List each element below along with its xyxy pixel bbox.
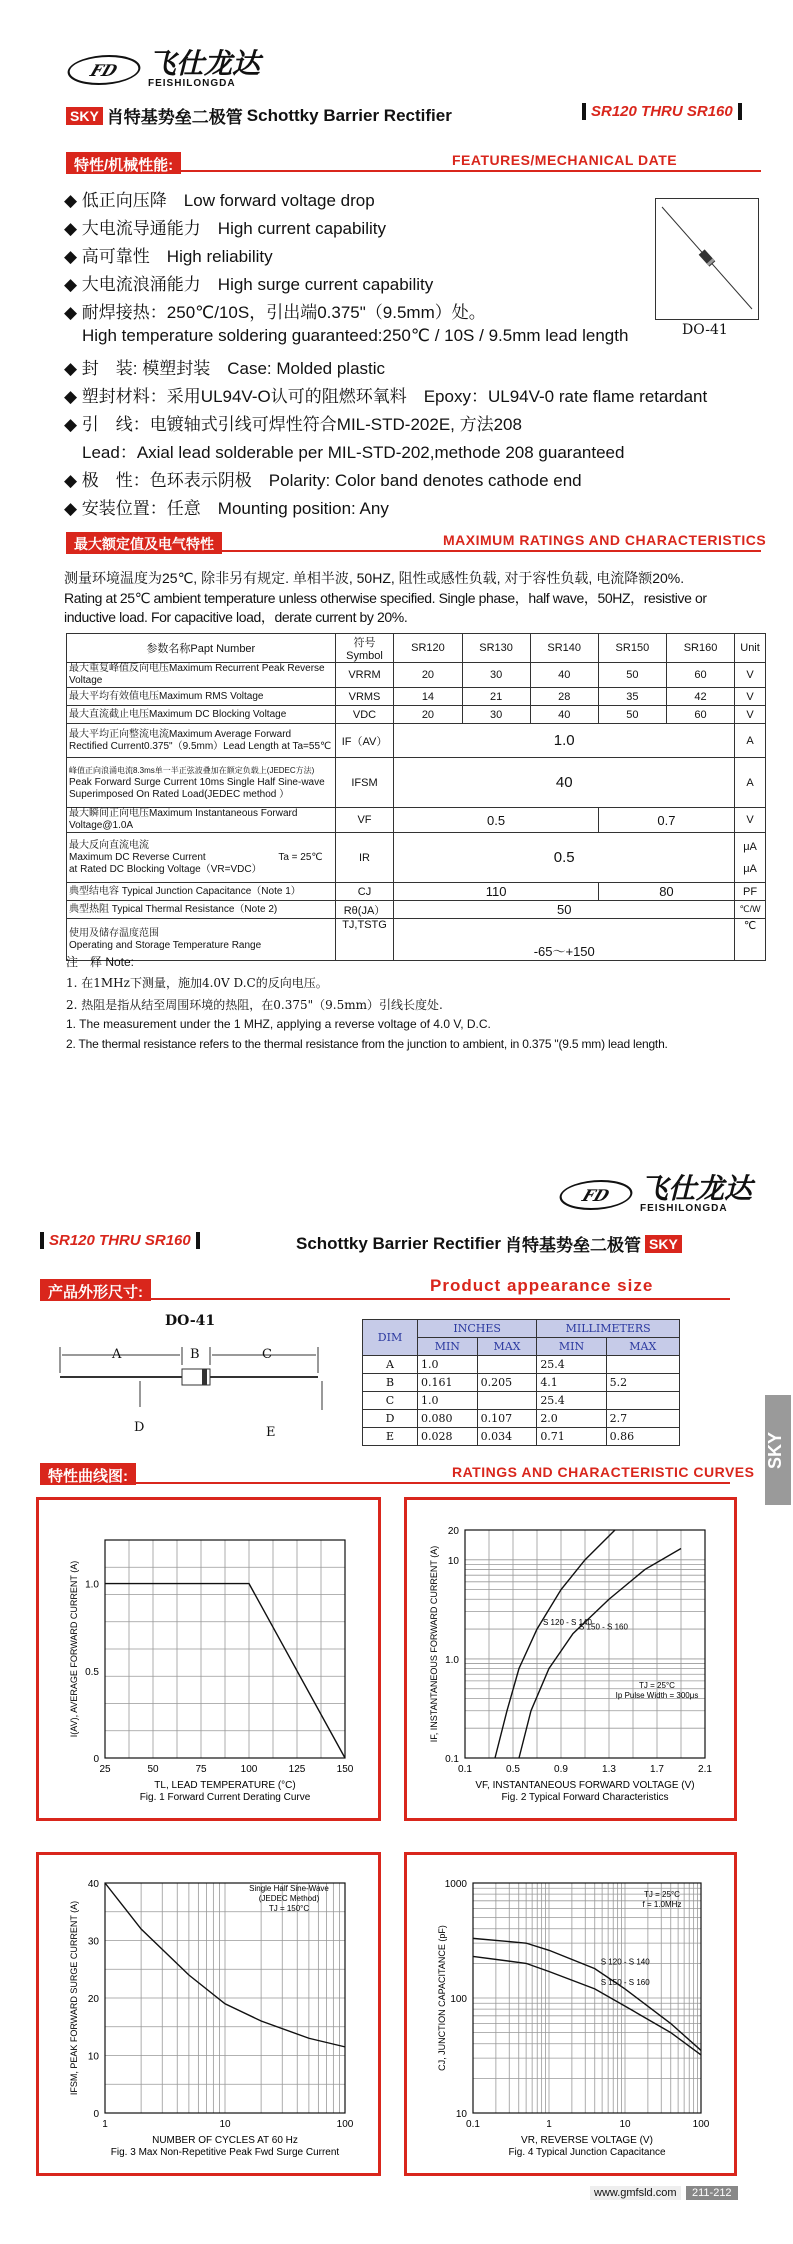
table-header-row bbox=[67, 634, 766, 663]
param-line: at Rated DC Blocking Voltage（VR=VDC） bbox=[69, 863, 262, 875]
series-label: S 120 - S 140 bbox=[543, 1618, 592, 1628]
feature-item: ◆ 极 性：色环表示阴极 Polarity: Color band denotes cathode end bbox=[64, 471, 582, 490]
x-axis-label: VR, REVERSE VOLTAGE (V) bbox=[521, 2135, 653, 2146]
side-tab-sky: SKY bbox=[765, 1395, 791, 1505]
dim-cell: 2.0 bbox=[537, 1410, 606, 1428]
dim-cell: 1.0 bbox=[418, 1356, 478, 1374]
dim-cell: 2.7 bbox=[606, 1410, 679, 1428]
symbol-cell: VRMS bbox=[335, 688, 394, 706]
series-line bbox=[473, 1938, 701, 2050]
x-tick-label: 125 bbox=[288, 1764, 306, 1775]
x-tick-label: 50 bbox=[147, 1764, 159, 1775]
symbol-cell: CJ bbox=[335, 883, 394, 901]
unit-cell: V bbox=[735, 663, 766, 688]
dim-cell: 0.86 bbox=[606, 1428, 679, 1446]
series-line bbox=[473, 1956, 701, 2055]
param-cell: 典型热阻 Typical Thermal Resistance（Note 2) bbox=[67, 901, 336, 919]
value-cell: 110 bbox=[394, 883, 598, 901]
table-row bbox=[67, 688, 766, 706]
x-tick-label: 1 bbox=[102, 2119, 108, 2130]
value-cell: 50 bbox=[598, 663, 666, 688]
x-tick-label: 0.5 bbox=[506, 1764, 520, 1775]
y-tick-label: 1.0 bbox=[85, 1579, 99, 1591]
ratings-heading-en: MAXIMUM RATINGS AND CHARACTERISTICS bbox=[443, 532, 767, 548]
diode-drawing bbox=[656, 199, 758, 319]
size-heading-en: Product appearance size bbox=[430, 1276, 654, 1295]
col-header: INCHES bbox=[418, 1320, 537, 1338]
symbol-cell: Rθ(JA） bbox=[335, 901, 394, 919]
logo-mark: FD bbox=[63, 55, 146, 85]
value-cell: 1.0 bbox=[394, 724, 735, 758]
y-axis-label: CJ, JUNCTION CAPACITANCE (pF) bbox=[437, 1925, 447, 2071]
feature-item: ◆ 引 线：电镀轴式引线可焊性符合MIL-STD-202E, 方法208 bbox=[64, 415, 522, 434]
brand-name-en: FEISHILONGDA bbox=[640, 1203, 728, 1214]
brand-name-cn: 飞仕龙达 bbox=[640, 1172, 753, 1205]
dim-cell: 0.205 bbox=[477, 1374, 537, 1392]
value-cell: 42 bbox=[666, 688, 734, 706]
doc-title bbox=[66, 103, 452, 128]
value-cell: 40 bbox=[530, 663, 598, 688]
param-cell: 最大瞬间正向电压Maximum Instantaneous Forward Voltage@1.0A bbox=[67, 808, 336, 833]
unit-cell: V bbox=[735, 688, 766, 706]
unit-cell: V bbox=[735, 808, 766, 833]
x-tick-label: 1 bbox=[546, 2119, 552, 2130]
ratings-intro-en: Rating at 25℃ ambient temperature unless otherwise specified. Single phase，half wave，50HZ，resistive or bbox=[64, 590, 707, 606]
chart-fig3 bbox=[39, 1855, 378, 2173]
y-axis-label: I(AV), AVERAGE FORWARD CURRENT (A) bbox=[69, 1560, 79, 1738]
feature-item: ◆ 封 装: 模塑封装 Case: Molded plastic bbox=[64, 359, 386, 378]
col-header: SR150 bbox=[598, 634, 666, 663]
table-row bbox=[67, 663, 766, 688]
table-row bbox=[67, 901, 766, 919]
x-tick-label: 1.7 bbox=[650, 1764, 664, 1775]
symbol-cell: VDC bbox=[335, 706, 394, 724]
col-header: 符号Symbol bbox=[335, 634, 394, 663]
dim-cell bbox=[606, 1356, 679, 1374]
value-cell: 50 bbox=[394, 901, 735, 919]
feature-item: ◆ 塑封材料：采用UL94V-O认可的阻燃环氧料 Epoxy：UL94V-0 rate flame retardant bbox=[64, 387, 708, 406]
value-cell: 50 bbox=[598, 706, 666, 724]
package-image bbox=[655, 198, 759, 320]
table-row bbox=[363, 1392, 680, 1410]
feature-item: ◆ 大电流浪涌能力 High surge current capability bbox=[64, 275, 434, 294]
title-cn: 肖特基势垒二极管 bbox=[106, 108, 243, 127]
y-tick-label: 20 bbox=[87, 1994, 99, 2005]
param-line: Operating and Storage Temperature Range bbox=[69, 939, 262, 951]
col-header: MILLIMETERS bbox=[537, 1320, 680, 1338]
x-tick-label: 10 bbox=[619, 2119, 631, 2130]
features-heading-cn: 特性/机械性能: bbox=[66, 152, 181, 174]
value-cell: 40 bbox=[530, 706, 598, 724]
series-label: S 150 - S 160 bbox=[600, 1977, 650, 1987]
logo-mark: FD bbox=[555, 1180, 638, 1210]
curves-heading-en: RATINGS AND CHARACTERISTIC CURVES bbox=[452, 1464, 755, 1480]
brand-name-en: FEISHILONGDA bbox=[148, 78, 236, 89]
param-cell: 最大直流截止电压Maximum DC Blocking Voltage bbox=[67, 706, 336, 724]
dim-cell: 0.080 bbox=[418, 1410, 478, 1428]
dim-cell: 4.1 bbox=[537, 1374, 606, 1392]
table-row bbox=[67, 724, 766, 758]
dim-cell: 25.4 bbox=[537, 1356, 606, 1374]
dim-cell: 1.0 bbox=[418, 1392, 478, 1410]
y-axis-label: IF, INSTANTANEOUS FORWARD CURRENT (A) bbox=[429, 1545, 439, 1743]
series-label: S 120 - S 140 bbox=[600, 1957, 650, 1967]
param-line bbox=[69, 852, 333, 864]
value-cell: 0.5 bbox=[394, 833, 735, 883]
dim-cell: E bbox=[363, 1428, 418, 1446]
x-tick-label: 100 bbox=[240, 1764, 258, 1775]
y-tick-label: 20 bbox=[447, 1526, 459, 1537]
param-line: 使用及储存温度范围 bbox=[69, 927, 159, 939]
chart-annotation: TJ = 25°C bbox=[639, 1681, 675, 1690]
part-range: SR120 THRU SR160 bbox=[40, 1232, 200, 1249]
param-line: Rectified Current0.375"（9.5mm）Lead Length at Ta=55℃ bbox=[69, 740, 332, 752]
ratings-intro-en: inductive load. For capacitive load，derate current by 20%. bbox=[64, 609, 408, 625]
y-axis-label: IFSM, PEAK FORWARD SURGE CURRENT (A) bbox=[69, 1900, 79, 2096]
feature-item: High temperature soldering guaranteed:250℃ / 10S / 9.5mm lead length bbox=[82, 326, 629, 345]
y-tick-label: 100 bbox=[450, 1994, 467, 2005]
symbol-cell: IFSM bbox=[335, 758, 394, 808]
series-label: S 150 - S 160 bbox=[579, 1622, 628, 1632]
dim-cell: C bbox=[363, 1392, 418, 1410]
param-cell bbox=[67, 724, 336, 758]
unit-cell: ℃/W bbox=[735, 901, 766, 919]
value-cell: 35 bbox=[598, 688, 666, 706]
chart-annotation: Ip Pulse Width = 300μs bbox=[615, 1691, 699, 1700]
param-condition: Ta = 25℃ bbox=[278, 851, 323, 863]
value-cell: 0.7 bbox=[598, 808, 734, 833]
table-row bbox=[67, 919, 766, 961]
title-en: Schottky Barrier Rectifier bbox=[296, 1233, 502, 1253]
table-row bbox=[67, 833, 766, 883]
dim-cell bbox=[477, 1356, 537, 1374]
x-tick-label: 25 bbox=[99, 1764, 111, 1775]
chart-fig2 bbox=[407, 1500, 734, 1818]
col-header: Unit bbox=[735, 634, 766, 663]
param-line: 最大平均正向整流电流Maximum Average Forward bbox=[69, 728, 292, 740]
brand-name-cn: 飞仕龙达 bbox=[148, 47, 261, 80]
x-tick-label: 1.3 bbox=[602, 1764, 616, 1775]
y-tick-label: 0 bbox=[93, 1754, 99, 1765]
table-header-row bbox=[363, 1320, 680, 1338]
y-tick-label: 40 bbox=[87, 1879, 99, 1890]
dim-label-a: A bbox=[112, 1347, 122, 1362]
feature-item: ◆ 安装位置：任意 Mounting position: Any bbox=[64, 499, 389, 518]
param-text: Maximum DC Reverse Current bbox=[69, 851, 206, 863]
table-row bbox=[363, 1356, 680, 1374]
chart-annotation: TJ = 150°C bbox=[268, 1904, 310, 1913]
dim-label-e: E bbox=[266, 1425, 276, 1440]
value-cell: 21 bbox=[462, 688, 530, 706]
table-row bbox=[67, 706, 766, 724]
doc-title bbox=[296, 1231, 682, 1256]
chart-title: Fig. 4 Typical Junction Capacitance bbox=[508, 2147, 666, 2158]
dim-label-d: D bbox=[134, 1420, 145, 1435]
value-cell: 40 bbox=[394, 758, 735, 808]
ratings-intro-cn: 测量环境温度为25℃, 除非另有规定. 单相半波, 50HZ, 阻性或感性负载, 对于容性负载, 电流降额20%. bbox=[64, 570, 685, 586]
table-row bbox=[363, 1374, 680, 1392]
dim-cell: 0.028 bbox=[418, 1428, 478, 1446]
brand-logo bbox=[560, 1172, 753, 1214]
symbol-cell: VRRM bbox=[335, 663, 394, 688]
dim-label-c: C bbox=[262, 1347, 272, 1362]
param-cell: 典型结电容 Typical Junction Capacitance（Note 1） bbox=[67, 883, 336, 901]
table-row bbox=[67, 808, 766, 833]
y-tick-label: 10 bbox=[87, 2051, 99, 2063]
note-line: 2. 热阻是指从结至周围环境的热阻，在0.375"（9.5mm）引线长度处. bbox=[66, 998, 443, 1012]
x-axis-label: TL, LEAD TEMPERATURE (°C) bbox=[154, 1780, 296, 1791]
y-tick-label: 1.0 bbox=[445, 1654, 459, 1666]
brand-logo bbox=[68, 47, 261, 89]
col-header: MIN bbox=[418, 1338, 478, 1356]
part-range: SR120 THRU SR160 bbox=[582, 103, 742, 120]
x-tick-label: 75 bbox=[195, 1764, 207, 1775]
unit-cell: ℃ bbox=[735, 919, 766, 961]
col-header: SR120 bbox=[394, 634, 462, 663]
chart-title: Fig. 3 Max Non-Repetitive Peak Fwd Surge Current bbox=[110, 2147, 340, 2158]
chart-panel-fig3 bbox=[36, 1852, 381, 2176]
dim-cell: A bbox=[363, 1356, 418, 1374]
value-cell: 14 bbox=[394, 688, 462, 706]
x-tick-label: 100 bbox=[692, 2119, 710, 2130]
y-tick-label: 1000 bbox=[444, 1879, 467, 1890]
ratings-table bbox=[66, 633, 766, 961]
x-tick-label: 2.1 bbox=[698, 1764, 712, 1775]
x-tick-label: 100 bbox=[336, 2119, 354, 2130]
dim-cell: 0.161 bbox=[418, 1374, 478, 1392]
x-tick-label: 0.1 bbox=[466, 2119, 480, 2130]
dim-cell: 5.2 bbox=[606, 1374, 679, 1392]
y-tick-label: 10 bbox=[455, 2109, 467, 2120]
chart-panel-fig1 bbox=[36, 1497, 381, 1821]
value-cell: 20 bbox=[394, 706, 462, 724]
col-header: SR130 bbox=[462, 634, 530, 663]
value-cell: 30 bbox=[462, 706, 530, 724]
chart-annotation: Single Half Sine-Wave bbox=[249, 1884, 329, 1893]
footer-pages: 211-212 bbox=[686, 2186, 738, 2200]
symbol-cell: TJ,TSTG bbox=[335, 919, 394, 961]
unit-cell: PF bbox=[735, 883, 766, 901]
features-heading-en: FEATURES/MECHANICAL DATE bbox=[452, 152, 678, 168]
dim-cell bbox=[606, 1392, 679, 1410]
chart-panel-fig2 bbox=[404, 1497, 737, 1821]
section-divider bbox=[40, 1482, 730, 1484]
value-cell: 60 bbox=[666, 706, 734, 724]
table-row bbox=[363, 1410, 680, 1428]
chart-title: Fig. 1 Forward Current Derating Curve bbox=[139, 1792, 311, 1803]
param-line: Peak Forward Surge Current 10ms Single Half Sine-wave bbox=[69, 776, 325, 788]
value-cell: 30 bbox=[462, 663, 530, 688]
table-row bbox=[67, 758, 766, 808]
param-line: 最大反向直流电流 bbox=[69, 839, 149, 851]
table-row bbox=[67, 883, 766, 901]
param-cell: 最大平均有效值电压Maximum RMS Voltage bbox=[67, 688, 336, 706]
feature-item: Lead：Axial lead solderable per MIL-STD-202,methode 208 guaranteed bbox=[82, 443, 625, 462]
value-cell: 80 bbox=[598, 883, 734, 901]
table-row bbox=[363, 1428, 680, 1446]
notes-title: 注 释 Note: bbox=[66, 955, 135, 969]
chart-annotation: f = 1.0MHz bbox=[642, 1900, 682, 1909]
unit-line: μA bbox=[743, 840, 757, 853]
y-tick-label: 0.1 bbox=[445, 1754, 459, 1765]
value-cell: 0.5 bbox=[394, 808, 598, 833]
sky-badge: SKY bbox=[645, 1235, 682, 1253]
title-cn: 肖特基势垒二极管 bbox=[505, 1236, 642, 1255]
y-tick-label: 10 bbox=[447, 1555, 459, 1567]
dim-cell: D bbox=[363, 1410, 418, 1428]
note-line: 1. The measurement under the 1 MHZ, applying a reverse voltage of 4.0 V, D.C. bbox=[66, 1017, 491, 1031]
chart-title: Fig. 2 Typical Forward Characteristics bbox=[501, 1792, 669, 1803]
y-tick-label: 0 bbox=[93, 2109, 99, 2120]
feature-item: ◆ 大电流导通能力 High current capability bbox=[64, 219, 386, 238]
unit-cell: V bbox=[735, 706, 766, 724]
ratings-heading-cn: 最大额定值及电气特性 bbox=[66, 532, 222, 554]
y-tick-label: 30 bbox=[87, 1936, 99, 1948]
unit-cell: A bbox=[735, 758, 766, 808]
x-tick-label: 0.1 bbox=[458, 1764, 472, 1775]
unit-cell bbox=[735, 833, 766, 883]
value-cell: -65～+150 bbox=[394, 919, 735, 961]
col-header: SR160 bbox=[666, 634, 734, 663]
x-axis-label: VF, INSTANTANEOUS FORWARD VOLTAGE (V) bbox=[475, 1780, 695, 1791]
value-cell: 28 bbox=[530, 688, 598, 706]
dim-cell: B bbox=[363, 1374, 418, 1392]
param-line: Superimposed On Rated Load(JEDEC method ） bbox=[69, 788, 290, 800]
col-header: MAX bbox=[477, 1338, 537, 1356]
param-cell: 最大重复峰值反向电压Maximum Recurrent Peak Reverse Voltage bbox=[67, 663, 336, 688]
unit-line: μA bbox=[743, 862, 757, 875]
package-label: DO-41 bbox=[682, 322, 728, 338]
x-tick-label: 150 bbox=[336, 1764, 354, 1775]
chart-fig1 bbox=[39, 1500, 378, 1818]
param-cell bbox=[67, 833, 336, 883]
x-tick-label: 10 bbox=[219, 2119, 231, 2130]
note-line: 1. 在1MHz下测量，施加4.0V D.C的反向电压。 bbox=[66, 976, 328, 990]
dimension-table bbox=[362, 1319, 680, 1446]
dim-cell: 0.107 bbox=[477, 1410, 537, 1428]
feature-item: ◆ 高可靠性 High reliability bbox=[64, 247, 273, 266]
dim-label-b: B bbox=[190, 1347, 200, 1362]
sky-badge: SKY bbox=[66, 107, 103, 125]
note-line: 2. The thermal resistance refers to the thermal resistance from the junction to ambient, in 0.375 "(9.5 mm) lead length. bbox=[66, 1037, 668, 1051]
y-tick-label: 0.5 bbox=[85, 1666, 99, 1678]
symbol-cell: IF（AV） bbox=[335, 724, 394, 758]
curves-heading-cn: 特性曲线图: bbox=[40, 1463, 136, 1485]
size-heading-cn: 产品外形尺寸: bbox=[40, 1279, 151, 1301]
value-cell: 20 bbox=[394, 663, 462, 688]
footer-url: www.gmfsld.com bbox=[590, 2186, 681, 2200]
dim-cell: 0.71 bbox=[537, 1428, 606, 1446]
dim-cell: 0.034 bbox=[477, 1428, 537, 1446]
col-header: MAX bbox=[606, 1338, 679, 1356]
x-axis-label: NUMBER OF CYCLES AT 60 Hz bbox=[152, 2135, 298, 2146]
chart-annotation: (JEDEC Method) bbox=[258, 1894, 320, 1903]
param-line: 峰值正向浪涌电流8.3ms单一半正弦波叠加在额定负载上(JEDEC方法) bbox=[69, 765, 315, 775]
chart-panel-fig4 bbox=[404, 1852, 737, 2176]
col-header: SR140 bbox=[530, 634, 598, 663]
feature-item: ◆ 耐焊接热：250℃/10S，引出端0.375"（9.5mm）处。 bbox=[64, 303, 486, 322]
chart-fig4 bbox=[407, 1855, 734, 2173]
symbol-cell: IR bbox=[335, 833, 394, 883]
title-en: Schottky Barrier Rectifier bbox=[246, 105, 452, 125]
x-tick-label: 0.9 bbox=[554, 1764, 568, 1775]
unit-cell: A bbox=[735, 724, 766, 758]
dim-cell bbox=[477, 1392, 537, 1410]
feature-item: ◆ 低正向压降 Low forward voltage drop bbox=[64, 191, 375, 210]
col-header: MIN bbox=[537, 1338, 606, 1356]
dim-cell: 25.4 bbox=[537, 1392, 606, 1410]
col-header: 参数名称Papt Number bbox=[67, 634, 336, 663]
chart-annotation: TJ = 25°C bbox=[644, 1890, 680, 1899]
symbol-cell: VF bbox=[335, 808, 394, 833]
outline-title: DO-41 bbox=[165, 1313, 216, 1329]
param-cell bbox=[67, 758, 336, 808]
value-cell: 60 bbox=[666, 663, 734, 688]
col-header: DIM bbox=[363, 1320, 418, 1356]
